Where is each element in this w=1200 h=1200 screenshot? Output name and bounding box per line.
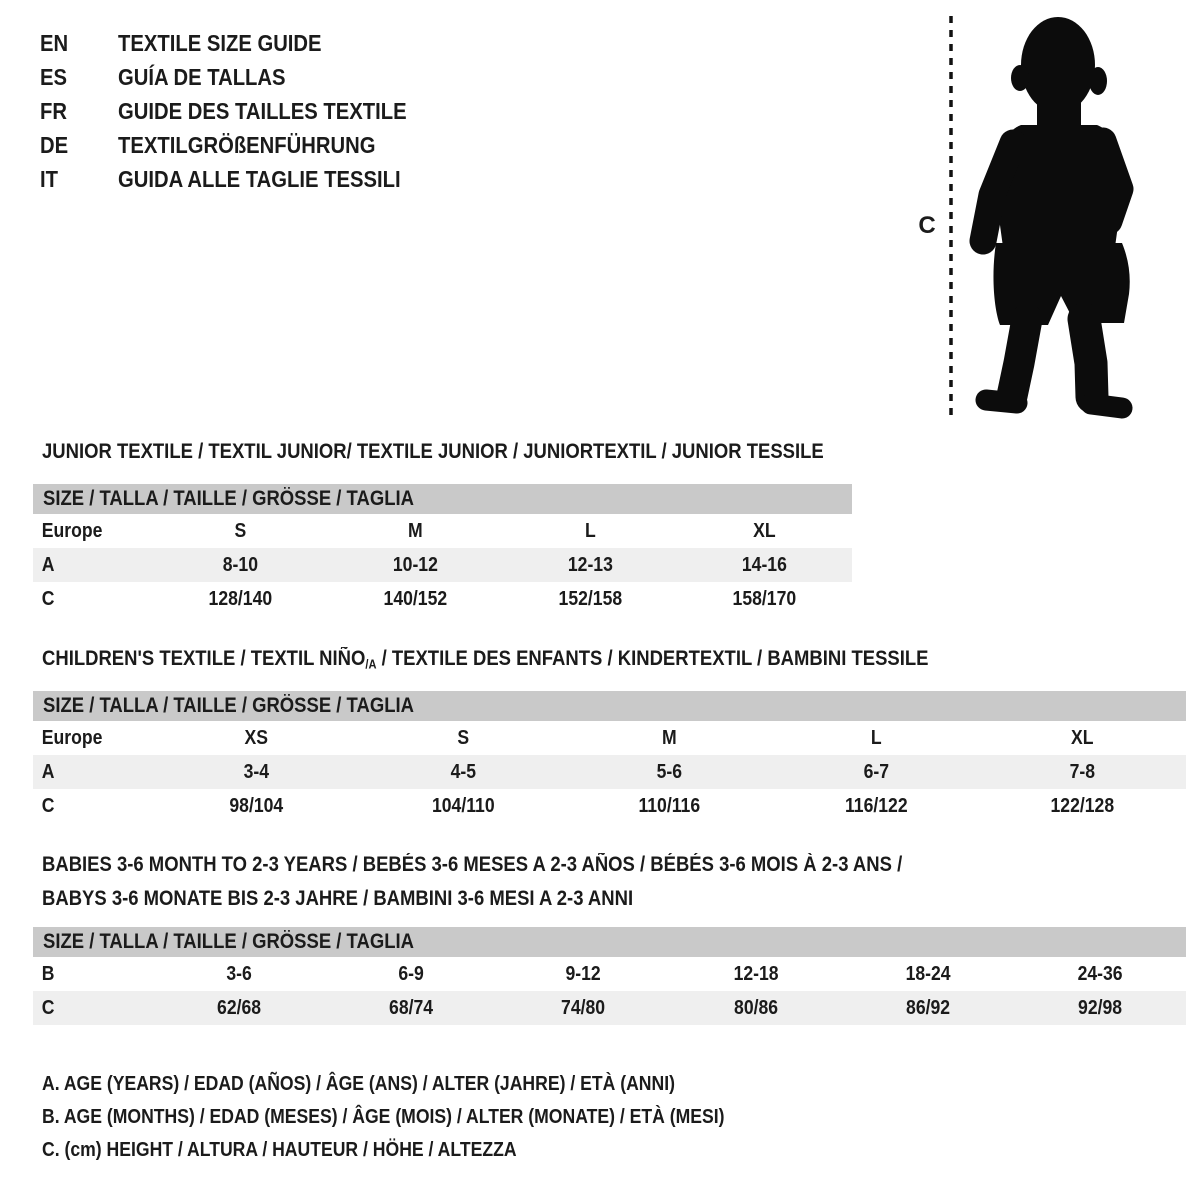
children-title-prefix: CHILDREN'S TEXTILE / TEXTIL NIÑO	[42, 647, 366, 670]
row-label: C	[41, 996, 55, 1019]
table-cell: 92/98	[1077, 996, 1122, 1019]
babies-title-line1: BABIES 3-6 MONTH TO 2-3 YEARS / BEBÉS 3-6 MESES A 2-3 AÑOS / BÉBÉS 3-6 MOIS À 2-3 ANS /	[42, 853, 903, 876]
table-cell: 3-4	[243, 760, 270, 783]
table-cell: 6-7	[863, 760, 889, 783]
junior-section-title	[42, 435, 930, 469]
language-row-es	[40, 60, 446, 94]
legend-age-months: B. AGE (MONTHS) / EDAD (MESES) / ÂGE (MOIS) / ALTER (MONATE) / ETÀ (MESI)	[42, 1106, 725, 1128]
language-row-it	[40, 162, 446, 196]
junior-row-age-years	[33, 548, 852, 582]
row-label: A	[41, 553, 55, 576]
junior-size-table	[33, 484, 852, 616]
junior-section-title-text: JUNIOR TEXTILE / TEXTIL JUNIOR/ TEXTILE JUNIOR / JUNIORTEXTIL / JUNIOR TESSILE	[42, 440, 824, 463]
children-row-height-cm	[33, 789, 1186, 823]
col-header-size-l: L	[870, 726, 882, 749]
guide-title-it: GUIDA ALLE TAGLIE TESSILI	[118, 165, 401, 192]
table-cell: 80/86	[733, 996, 778, 1019]
language-code: IT	[40, 165, 58, 192]
table-cell: 12-13	[567, 553, 613, 576]
height-measure-label: C	[918, 212, 936, 239]
col-header-size-xl: XL	[753, 519, 776, 542]
language-code: ES	[40, 63, 68, 90]
col-header-size-m: M	[662, 726, 677, 749]
row-label: C	[41, 794, 55, 817]
table-cell: 140/152	[383, 587, 447, 610]
row-label: A	[41, 760, 55, 783]
table-cell: 74/80	[561, 996, 606, 1019]
language-code: DE	[40, 131, 69, 158]
table-cell: 4-5	[450, 760, 476, 783]
table-cell: 116/122	[844, 794, 908, 817]
table-cell: 152/158	[558, 587, 622, 610]
junior-columns-row	[33, 514, 852, 548]
col-header-size-xs: XS	[244, 726, 269, 749]
table-cell: 8-10	[222, 553, 258, 576]
babies-size-table	[33, 927, 1186, 1025]
babies-title-line2: BABYS 3-6 MONATE BIS 2-3 JAHRE / BAMBINI 3-6 MESI A 2-3 ANNI	[42, 887, 634, 910]
table-cell: 6-9	[398, 962, 424, 985]
children-title-subscript: /A	[365, 657, 377, 672]
col-header-size-l: L	[584, 519, 596, 542]
table-cell: 86/92	[905, 996, 950, 1019]
size-header-text: SIZE / TALLA / TAILLE / GRÖSSE / TAGLIA	[43, 694, 414, 717]
language-row-de	[40, 128, 446, 162]
col-header-size-xl: XL	[1071, 726, 1094, 749]
table-cell: 5-6	[656, 760, 683, 783]
babies-size-header-bar	[33, 927, 1186, 957]
babies-section-title	[42, 848, 1020, 916]
junior-size-header-bar	[33, 484, 852, 514]
language-code: EN	[40, 29, 69, 56]
table-cell: 158/170	[732, 587, 797, 610]
height-measure-line	[944, 12, 958, 420]
language-row-fr	[40, 94, 446, 128]
col-header-size-s: S	[457, 726, 469, 749]
size-header-text: SIZE / TALLA / TAILLE / GRÖSSE / TAGLIA	[43, 930, 414, 953]
legend-age-years: A. AGE (YEARS) / EDAD (AÑOS) / ÂGE (ANS) / ALTER (JAHRE) / ETÀ (ANNI)	[42, 1073, 675, 1095]
table-cell: 68/74	[389, 996, 434, 1019]
table-cell: 18-24	[905, 962, 951, 985]
table-cell: 7-8	[1069, 760, 1096, 783]
table-cell: 62/68	[217, 996, 262, 1019]
table-cell: 12-18	[733, 962, 779, 985]
guide-title-en: TEXTILE SIZE GUIDE	[118, 29, 322, 56]
guide-title-de: TEXTILGRÖßENFÜHRUNG	[118, 131, 376, 158]
guide-title-fr: GUIDE DES TAILLES TEXTILE	[118, 97, 407, 124]
language-row-en	[40, 26, 446, 60]
row-label: B	[41, 962, 55, 985]
language-title-list	[40, 26, 446, 196]
babies-row-height-cm	[33, 991, 1186, 1025]
table-cell: 98/104	[229, 794, 284, 817]
size-header-text: SIZE / TALLA / TAILLE / GRÖSSE / TAGLIA	[43, 487, 414, 510]
junior-row-height-cm	[33, 582, 852, 616]
measure-legend	[42, 1068, 818, 1167]
guide-title-es: GUÍA DE TALLAS	[118, 63, 286, 90]
table-cell: 9-12	[565, 962, 602, 985]
language-code: FR	[40, 97, 67, 124]
table-cell: 10-12	[392, 553, 438, 576]
col-header-size-m: M	[407, 519, 423, 542]
table-cell: 104/110	[431, 794, 495, 817]
col-header-size-s: S	[234, 519, 247, 542]
table-cell: 14-16	[742, 553, 788, 576]
children-section-title-text	[42, 642, 929, 682]
children-title-suffix: / TEXTILE DES ENFANTS / KINDERTEXTIL / BAMBINI TESSILE	[376, 647, 929, 670]
table-cell: 24-36	[1077, 962, 1123, 985]
row-label: C	[41, 587, 55, 610]
children-size-table	[33, 691, 1186, 823]
children-row-age-years	[33, 755, 1186, 789]
babies-row-age-months	[33, 957, 1186, 991]
child-silhouette-image	[963, 11, 1145, 425]
col-header-region: Europe	[41, 519, 103, 542]
children-columns-row	[33, 721, 1186, 755]
table-cell: 3-6	[226, 962, 252, 985]
table-cell: 122/128	[1050, 794, 1115, 817]
col-header-region: Europe	[41, 726, 103, 749]
table-cell: 110/116	[638, 794, 701, 817]
children-section-title	[42, 642, 1049, 682]
table-cell: 128/140	[208, 587, 273, 610]
legend-height-cm: C. (cm) HEIGHT / ALTURA / HAUTEUR / HÖHE / ALTEZZA	[42, 1139, 517, 1161]
children-size-header-bar	[33, 691, 1186, 721]
